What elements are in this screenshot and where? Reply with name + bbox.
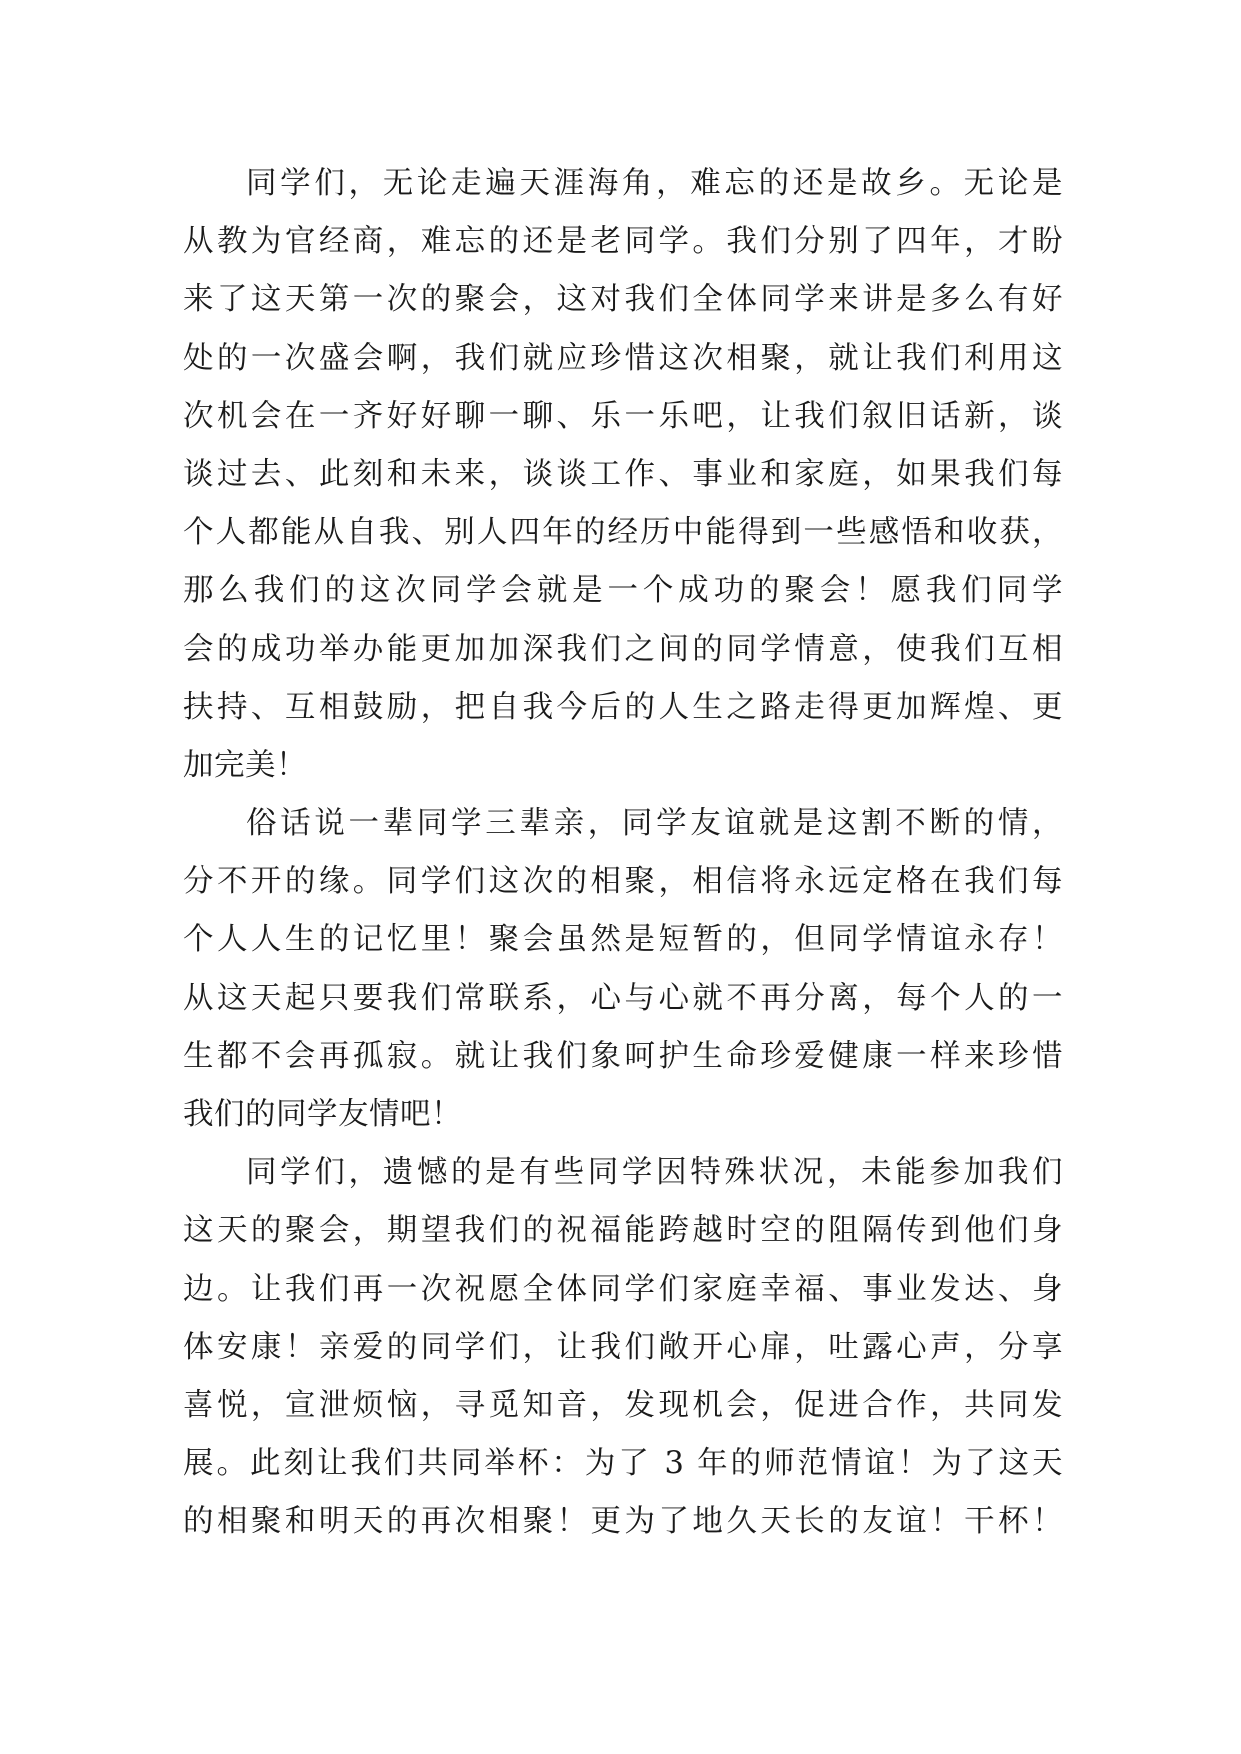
document-body [183,155,1063,1552]
text-line: 同学们，遗憾的是有些同学因特殊状况，未能参加我们 [246,1155,1063,1191]
text-line: 个人人生的记忆里！聚会虽然是短暂的，但同学情谊永存！ [183,922,1063,958]
text-line: 从教为官经商，难忘的还是老同学。我们分别了四年，才盼 [183,224,1063,260]
text-line: 会的成功举办能更加加深我们之间的同学情意，使我们互相 [183,631,1063,667]
paragraph-1 [183,155,1063,795]
text-line: 分不开的缘。同学们这次的相聚，相信将永远定格在我们每 [183,864,1063,900]
paragraph-3 [183,1144,1063,1551]
text-line: 谈过去、此刻和未来，谈谈工作、事业和家庭，如果我们每 [183,456,1063,492]
text-line: 俗话说一辈同学三辈亲，同学友谊就是这割不断的情， [246,806,1063,842]
text-line: 边。让我们再一次祝愿全体同学们家庭幸福、事业发达、身 [183,1271,1063,1307]
text-line: 加完美！ [183,747,307,783]
text-line: 喜悦，宣泄烦恼，寻觅知音，发现机会，促进合作，共同发 [183,1387,1063,1423]
text-line: 个人都能从自我、别人四年的经历中能得到一些感悟和收获， [183,515,1063,551]
text-line: 的相聚和明天的再次相聚！更为了地久天长的友谊！干杯！ [183,1504,1063,1540]
text-line: 展。此刻让我们共同举杯：为了 3 年的师范情谊！为了这天 [183,1446,1063,1482]
text-line: 体安康！亲爱的同学们，让我们敞开心扉，吐露心声，分享 [183,1329,1063,1365]
text-line: 生都不会再孤寂。就让我们象呵护生命珍爱健康一样来珍惜 [183,1038,1063,1074]
text-line: 这天的聚会，期望我们的祝福能跨越时空的阻隔传到他们身 [183,1213,1063,1249]
text-line: 我们的同学友情吧！ [183,1097,462,1132]
text-line: 同学们，无论走遍天涯海角，难忘的还是故乡。无论是 [246,166,1063,201]
text-line: 从这天起只要我们常联系，心与心就不再分离，每个人的一 [183,980,1063,1016]
text-line: 处的一次盛会啊，我们就应珍惜这次相聚，就让我们利用这 [183,340,1063,376]
text-line: 那么我们的这次同学会就是一个成功的聚会！愿我们同学 [183,573,1063,609]
text-line: 来了这天第一次的聚会，这对我们全体同学来讲是多么有好 [183,282,1063,318]
text-line: 扶持、互相鼓励，把自我今后的人生之路走得更加辉煌、更 [183,689,1063,725]
text-line: 次机会在一齐好好聊一聊、乐一乐吧，让我们叙旧话新，谈 [183,398,1063,434]
paragraph-2 [183,795,1063,1144]
